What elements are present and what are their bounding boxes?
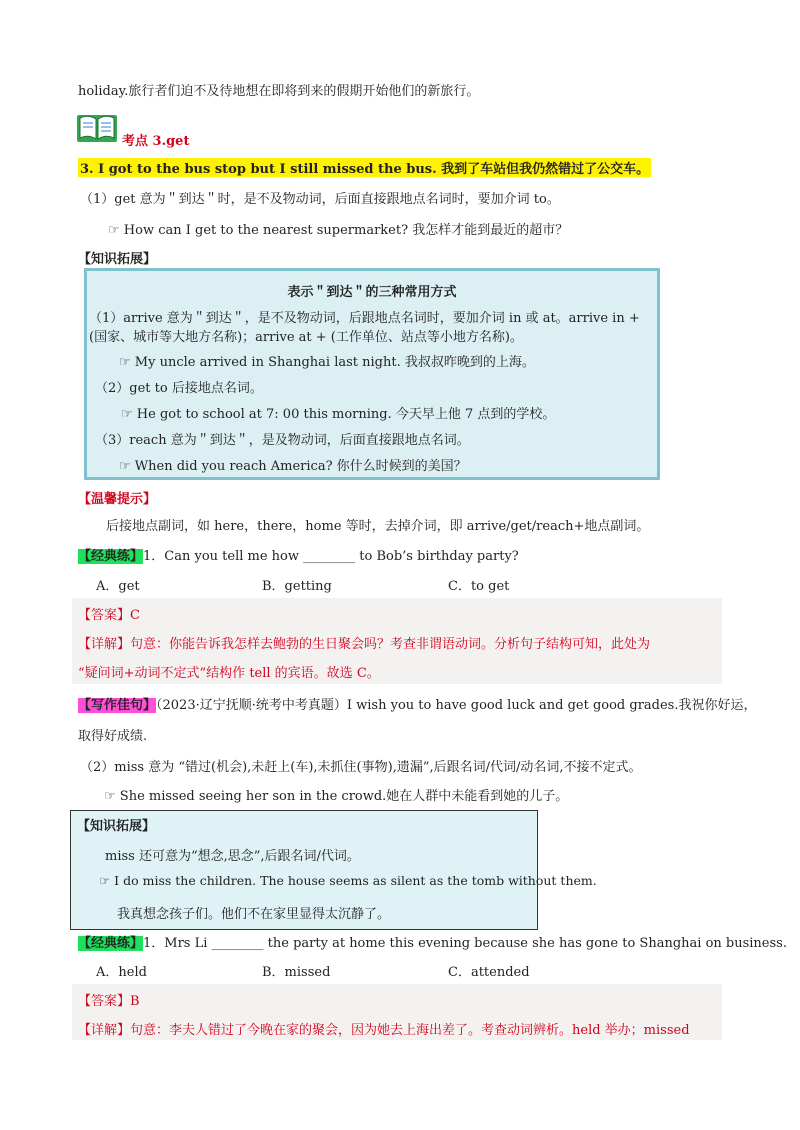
open-book-icon bbox=[76, 112, 118, 144]
option-c: C．to get bbox=[448, 579, 510, 594]
tip-label: 【温馨提示】 bbox=[78, 492, 157, 507]
tip-text: 后接地点副词，如 here，there，home 等时，去掉介词，即 arrive/get/reach+地点副词。 bbox=[106, 519, 650, 534]
box-example: ☞ He got to school at 7: 00 this morning. 今天早上他 7 点到的学校。 bbox=[121, 407, 556, 422]
box-example: ☞ When did you reach America? 你什么时候到的美国？ bbox=[119, 459, 467, 474]
explanation-2: （2）miss 意为 “错过(机会),未赶上(车),未抓住(事物),遗漏”,后跟名词/代词/动名词,不接不定式。 bbox=[80, 760, 642, 775]
practice-question-2 bbox=[78, 932, 787, 951]
answer: 【答案】C bbox=[78, 608, 140, 623]
miss-extension-box bbox=[70, 810, 597, 930]
option-b: B．missed bbox=[262, 965, 331, 980]
box-line: （2）get to 后接地点名词。 bbox=[95, 381, 263, 396]
answer-detail: 【详解】句意：你能告诉我怎样去鲍勃的生日聚会吗？考查非谓语动词。分析句子结构可知，此处为 bbox=[78, 637, 651, 652]
option-a: A．get bbox=[96, 579, 140, 594]
question-text: 1．Can you tell me how ________ to Bob’s birthday party? bbox=[143, 549, 519, 564]
option-b: B．getting bbox=[262, 579, 332, 594]
practice-question-1 bbox=[78, 545, 519, 564]
continued-text: holiday.旅行者们迫不及待地想在即将到来的假期开始他们的新旅行。 bbox=[78, 84, 480, 99]
answer: 【答案】B bbox=[78, 994, 140, 1009]
explanation-1: （1）get 意为＂到达＂时，是不及物动词，后面直接跟地点名词时，要加介词 to。 bbox=[80, 192, 560, 207]
box-title: 表示＂到达＂的三种常用方式 bbox=[287, 285, 457, 300]
arrive-methods-box bbox=[84, 268, 660, 480]
writing-tag: 【写作佳句】 bbox=[78, 698, 157, 713]
box-line: miss 还可意为“想念,思念”,后跟名词/代词。 bbox=[105, 849, 360, 864]
box-example: ☞ I do miss the children. The house seems as silent as the tomb without them. bbox=[99, 873, 597, 888]
knowledge-extension-label: 【知识拓展】 bbox=[78, 252, 157, 267]
box-example: ☞ My uncle arrived in Shanghai last night. 我叔叔昨晚到的上海。 bbox=[119, 355, 535, 370]
writing-text-cont: 取得好成绩. bbox=[78, 729, 148, 744]
practice-tag: 【经典练】 bbox=[78, 936, 144, 951]
knowledge-extension-label: 【知识拓展】 bbox=[77, 819, 156, 834]
practice-tag: 【经典练】 bbox=[78, 549, 144, 564]
option-a: A．held bbox=[96, 965, 147, 980]
option-c: C．attended bbox=[448, 965, 530, 980]
example-2: ☞ She missed seeing her son in the crowd.她在人群中未能看到她的儿子。 bbox=[104, 789, 569, 804]
answer-detail: 【详解】句意：李夫人错过了今晚在家的聚会，因为她去上海出差了。考查动词辨析。held 举办；missed bbox=[78, 1023, 690, 1038]
box-translation: 我真想念孩子们。他们不在家里显得太沉静了。 bbox=[117, 907, 391, 922]
box-line: (国家、城市等大地方名称)；arrive at + (工作单位、站点等小地方名称)。 bbox=[89, 330, 523, 345]
box-line: （3）reach 意为＂到达＂，是及物动词，后面直接跟地点名词。 bbox=[95, 433, 470, 448]
writing-text: （2023·辽宁抚顺·统考中考真题）I wish you to have good luck and get good grades.我祝你好运， bbox=[156, 698, 757, 713]
headline-sentence: 3. I got to the bus stop but I still missed the bus. 我到了车站但我仍然错过了公交车。 bbox=[78, 158, 651, 177]
answer-detail: “疑问词+动词不定式”结构作 tell 的宾语。故选 C。 bbox=[78, 666, 380, 681]
question-text: 1．Mrs Li ________ the party at home this evening because she has gone to Shanghai on business. bbox=[143, 936, 787, 951]
example-1: ☞ How can I get to the nearest supermarket? 我怎样才能到最近的超市？ bbox=[108, 223, 569, 238]
writing-sentence bbox=[78, 694, 756, 713]
box-line: （1）arrive 意为＂到达＂，是不及物动词，后跟地点名词时，要加介词 in 或 at。arrive in + bbox=[89, 311, 640, 326]
section-title: 考点 3.get bbox=[122, 134, 190, 149]
